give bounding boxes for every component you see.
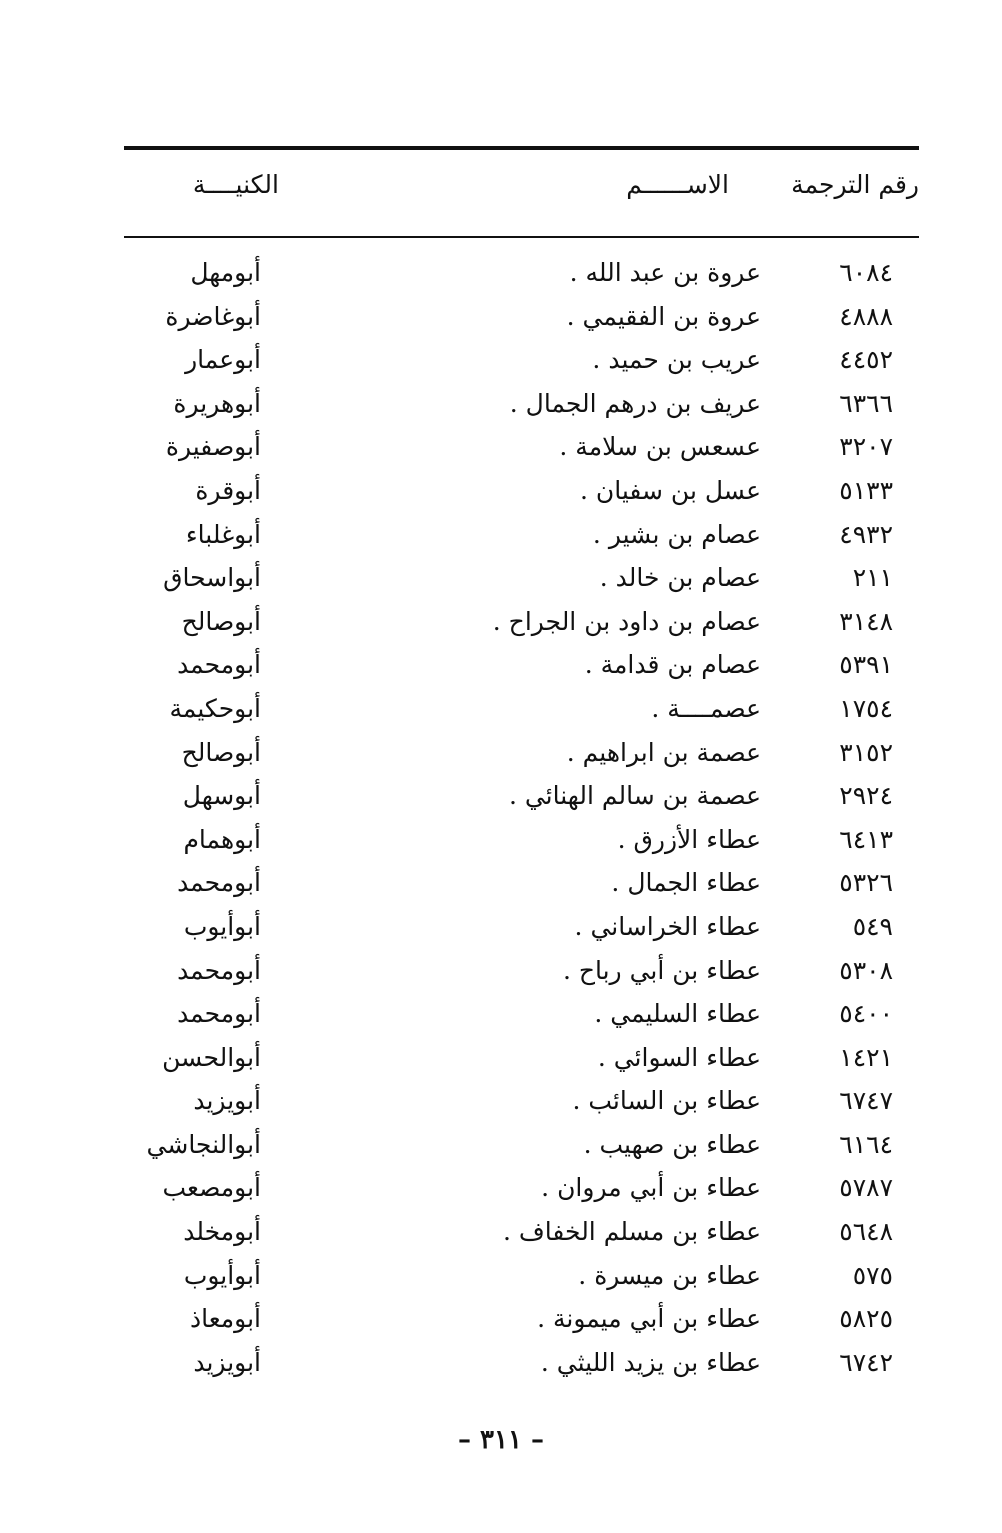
entry-name: عطاء بن أبي رباح .: [562, 955, 761, 985]
entry-number: ٦١٦٤: [839, 1129, 893, 1159]
entry-kunya: أبوغاضرة: [165, 301, 261, 331]
entry-name: عطاء الخراساني .: [574, 911, 761, 941]
entry-name: عصام بن قدامة .: [584, 650, 761, 680]
page-number: – ٣١١ –: [457, 1425, 545, 1455]
entry-kunya: أبوأيوب: [183, 911, 261, 941]
entry-name: عصام بن بشير .: [592, 519, 761, 549]
entry-kunya: أبوقرة: [195, 475, 261, 505]
entry-number: ٥٣٢٦: [839, 868, 893, 898]
entry-number: ٢١١: [852, 563, 893, 593]
entry-name: عسل بن سفيان .: [579, 475, 761, 505]
entry-kunya: أبوسهل: [182, 781, 261, 811]
entry-name: عريف بن درهم الجمال .: [509, 388, 761, 418]
table-row: [124, 1210, 919, 1254]
table-row: [124, 1079, 919, 1123]
entry-kunya: أبومهل: [190, 258, 261, 287]
table-row: [124, 513, 919, 557]
entry-number: ٦٠٨٤: [839, 258, 893, 287]
entry-kunya: أبومخلد: [183, 1217, 261, 1247]
entry-name: عطاء الجمال .: [611, 868, 761, 898]
header-number: رقم الترجمة: [791, 170, 919, 199]
entry-name: عطاء السليمي .: [594, 999, 761, 1029]
table-row: [124, 992, 919, 1036]
table-row: [124, 731, 919, 775]
entry-number: ٥٦٤٨: [839, 1217, 893, 1247]
entry-kunya: أبواسحاق: [163, 563, 261, 593]
table-row: [124, 905, 919, 949]
entry-kunya: أبوهريرة: [173, 388, 261, 418]
entry-kunya: أبوهمام: [183, 824, 261, 854]
entry-number: ١٧٥٤: [839, 693, 893, 723]
entry-kunya: أبومصعب: [162, 1173, 261, 1203]
entry-number: ٥٨٢٥: [839, 1304, 893, 1334]
table-row: [124, 295, 919, 339]
header-kunya: الكنيــــة: [192, 170, 279, 199]
table-row: [124, 1036, 919, 1080]
entry-name: عطاء بن يزيد الليثي .: [540, 1347, 761, 1377]
header-bottom-rule: [124, 236, 919, 238]
table-row: [124, 861, 919, 905]
entry-name: عطاء بن صهيب .: [583, 1129, 761, 1159]
entry-kunya: أبوعمار: [185, 345, 261, 375]
table-header: [124, 165, 919, 215]
table-row: [124, 643, 919, 687]
entry-number: ٦٤١٣: [839, 824, 893, 854]
entry-name: عروة بن عبد الله .: [569, 258, 761, 287]
entry-kunya: أبومحمد: [177, 868, 261, 898]
entry-name: عريب بن حميد .: [592, 345, 761, 375]
entry-number: ٦٧٤٢: [839, 1347, 893, 1377]
entry-number: ٤٩٣٢: [839, 519, 893, 549]
entry-number: ٤٨٨٨: [839, 301, 893, 331]
entry-kunya: أبوصالح: [181, 737, 261, 767]
entry-kunya: أبوغلباء: [185, 519, 261, 549]
entry-kunya: أبوصالح: [181, 606, 261, 636]
entry-name: عطاء بن أبي ميمونة .: [537, 1304, 761, 1334]
entry-kunya: أبومعاذ: [189, 1304, 261, 1334]
entry-number: ٣١٥٢: [839, 737, 893, 767]
table-row: [124, 251, 919, 295]
table-row: [124, 425, 919, 469]
entry-name: عصمة بن ابراهيم .: [566, 737, 761, 767]
entry-name: عصام بن خالد .: [599, 563, 761, 593]
header-name: الاســــــم: [626, 170, 729, 199]
entry-number: ٣١٤٨: [839, 606, 893, 636]
entry-kunya: أبوالنجاشي: [146, 1129, 261, 1159]
entry-number: ٥٤٠٠: [839, 999, 893, 1029]
table-row: [124, 687, 919, 731]
entry-kunya: أبويزيد: [193, 1086, 261, 1116]
table-row: [124, 338, 919, 382]
table-row: [124, 1166, 919, 1210]
entry-name: عطاء بن السائب .: [572, 1086, 761, 1116]
entry-number: ٥٤٩: [852, 911, 893, 941]
entry-name: عسعس بن سلامة .: [559, 432, 761, 462]
table-row: [124, 469, 919, 513]
entry-kunya: أبوالحسن: [162, 1042, 261, 1072]
entry-number: ٦٣٦٦: [839, 388, 893, 418]
entry-name: عروة بن الفقيمي .: [566, 301, 761, 331]
entry-number: ٥٧٥: [852, 1260, 893, 1290]
entry-name: عصمــــة .: [651, 693, 761, 723]
table-row: [124, 382, 919, 426]
entry-name: عطاء بن ميسرة .: [578, 1260, 761, 1290]
entries-list: [124, 251, 919, 1384]
entry-kunya: أبومحمد: [177, 955, 261, 985]
entry-kunya: أبوحكيمة: [169, 693, 261, 723]
table-row: [124, 556, 919, 600]
table-row: [124, 1123, 919, 1167]
entry-name: عصام بن داود بن الجراح .: [492, 606, 761, 636]
entry-kunya: أبوصفيرة: [165, 432, 261, 462]
entry-number: ٥٣٠٨: [839, 955, 893, 985]
entry-number: ٤٤٥٢: [839, 345, 893, 375]
header-top-rule: [124, 146, 919, 150]
entry-number: ٥١٣٣: [839, 475, 893, 505]
entry-number: ٣٢٠٧: [839, 432, 893, 462]
table-row: [124, 818, 919, 862]
entry-kunya: أبويزيد: [193, 1347, 261, 1377]
entry-number: ٥٧٨٧: [839, 1173, 893, 1203]
table-row: [124, 600, 919, 644]
entry-number: ٢٩٢٤: [839, 781, 893, 811]
entry-number: ٥٣٩١: [839, 650, 893, 680]
entry-name: عطاء بن مسلم الخفاف .: [502, 1217, 761, 1247]
entry-name: عصمة بن سالم الهنائي .: [508, 781, 761, 811]
entry-name: عطاء السوائي .: [597, 1042, 761, 1072]
table-row: [124, 774, 919, 818]
entry-number: ١٤٢١: [839, 1042, 893, 1072]
entry-name: عطاء الأزرق .: [617, 824, 761, 854]
entry-name: عطاء بن أبي مروان .: [541, 1173, 761, 1203]
table-row: [124, 1254, 919, 1298]
entry-kunya: أبومحمد: [177, 999, 261, 1029]
entry-kunya: أبومحمد: [177, 650, 261, 680]
entry-number: ٦٧٤٧: [839, 1086, 893, 1116]
table-row: [124, 1297, 919, 1341]
entry-kunya: أبوأيوب: [183, 1260, 261, 1290]
table-row: [124, 949, 919, 993]
table-row: [124, 1341, 919, 1385]
